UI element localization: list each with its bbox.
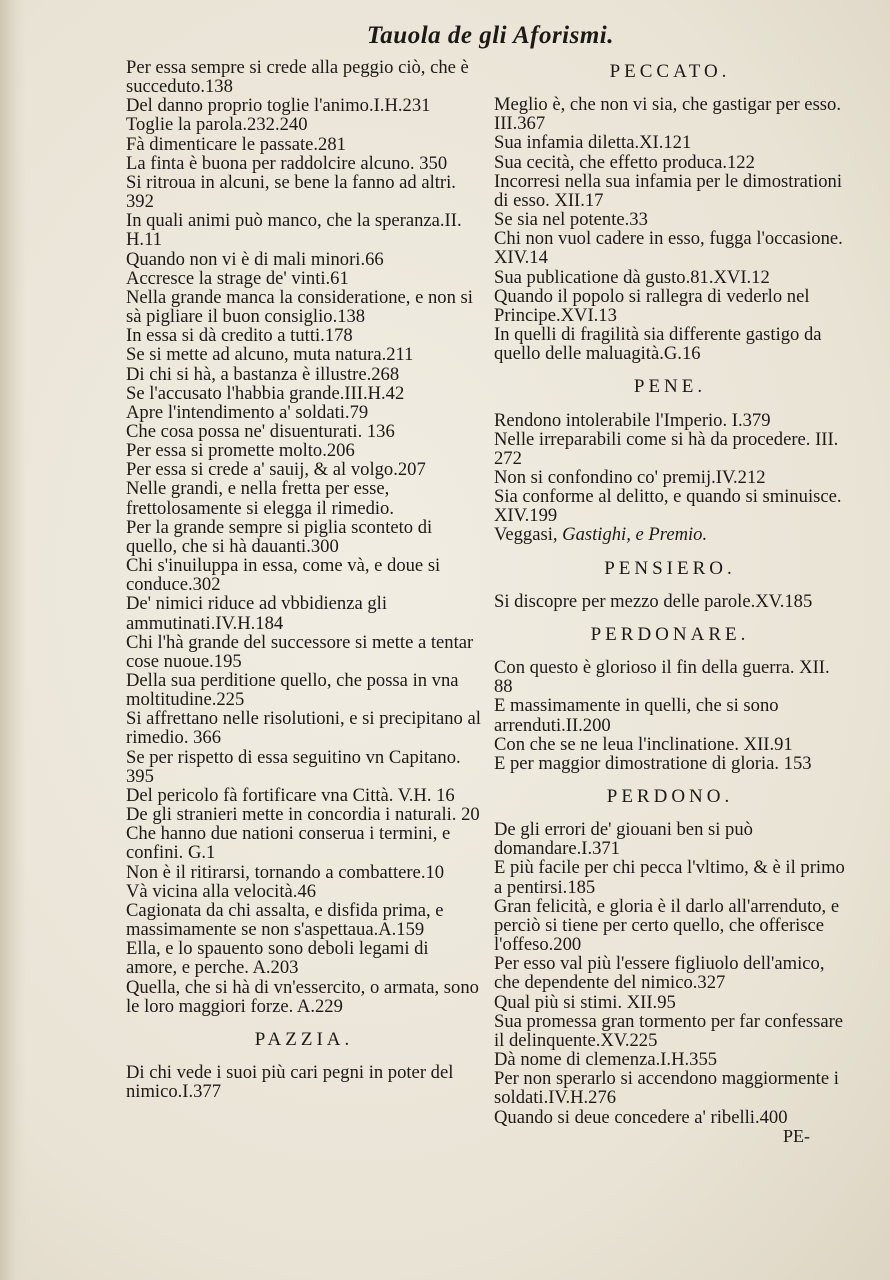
index-entry: Per esso val più l'essere figliuolo dell'amico, che dependente del nimico.327 <box>494 953 825 994</box>
index-entry: Chi s'inuiluppa in essa, come và, e doue si conduce.302 <box>126 555 441 596</box>
index-entry: Chi l'hà grande del successore si mette a tentar cose nuoue.195 <box>126 631 474 672</box>
index-entry: Se sia nel potente.33 <box>494 209 648 231</box>
page-gutter-shadow <box>0 0 26 1280</box>
index-entry: Dà nome di clemenza.I.H.355 <box>494 1049 718 1071</box>
index-entry: Nelle grandi, e nella fretta per esse, frettolosamente si elegga il rimedio. <box>126 478 394 519</box>
index-entry: Che hanno due nationi conserua i termini, e confini. G.1 <box>126 823 451 864</box>
index-entry: Se per rispetto di essa seguitino vn Capitano. 395 <box>126 746 461 787</box>
index-entry: E massimamente in quelli, che si sono arrenduti.II.200 <box>494 695 779 736</box>
index-entry: Con questo è glorioso il fin della guerra. XII. 88 <box>494 657 830 698</box>
index-entry: Sua publicatione dà gusto.81.XVI.12 <box>494 266 770 288</box>
index-entry: Accresce la strage de' vinti.61 <box>126 267 349 289</box>
index-entry: Apre l'intendimento a' soldati.79 <box>126 401 369 423</box>
index-entry: Per la grande sempre si piglia sconteto di quello, che si hà dauanti.300 <box>126 516 433 557</box>
index-entry: Non si confondino co' premij.IV.212 <box>494 466 766 488</box>
index-entry: Cagionata da chi assalta, e disfida prima, e massimamente se non s'aspettaua.A.159 <box>126 899 444 941</box>
see-also-prefix: Veggasi, <box>494 524 563 546</box>
see-also-entry <box>494 525 846 544</box>
index-entry: Qual più si stimi. XII.95 <box>494 991 676 1013</box>
index-entry: Quando non vi è di mali minori.66 <box>126 248 384 270</box>
section-title-perdono: PERDONO. <box>606 786 734 807</box>
index-entry: Si affrettano nelle risolutioni, e si precipitano al rimedio. 366 <box>126 708 481 749</box>
index-entry: Fà dimenticare le passate.281 <box>126 133 346 155</box>
index-entry: Di chi vede i suoi più cari pegni in poter del nimico.I.377 <box>126 1061 454 1103</box>
index-entry: Nelle irreparabili come si hà da procedere. III. 272 <box>494 428 839 469</box>
index-entry: Incorresi nella sua infamia per le dimostrationi di esso. XII.17 <box>494 170 842 211</box>
index-entry: Sua infamia diletta.XI.121 <box>494 132 692 154</box>
left-column <box>126 58 482 1101</box>
index-entry: Quella, che si hà di vn'essercito, o armata, sono le loro maggiori forze. A.229 <box>126 976 479 1017</box>
index-entry: Chi non vuol cadere in esso, fugga l'occasione. XIV.14 <box>494 228 843 269</box>
index-entry: Si ritroua in alcuni, se bene la fanno ad altri. 392 <box>126 171 456 213</box>
section-title-pensiero: PENSIERO. <box>604 557 736 579</box>
index-entry: Sua promessa gran tormento per far confessare il delinquente.XV.225 <box>494 1010 844 1051</box>
index-entry: Nella grande manca la consideratione, e non si sà pigliare il buon consiglio.138 <box>126 286 473 328</box>
section-title-peccato: PECCATO. <box>609 61 731 82</box>
index-entry: Del pericolo fà fortificare vna Città. V.H. 16 <box>126 784 455 806</box>
index-entry: In essa si dà credito a tutti.178 <box>126 325 353 347</box>
section-title-pazzia: PAZZIA. <box>254 1028 354 1050</box>
index-entry: Per essa si promette molto.206 <box>126 440 355 462</box>
index-entry: Toglie la parola.232.240 <box>126 114 308 136</box>
index-entry: Per essa sempre si crede alla peggio ciò, che è succeduto.138 <box>126 57 469 98</box>
right-column <box>494 62 846 1146</box>
section-title-pene: PENE. <box>633 376 707 398</box>
index-entry: Quando si deue concedere a' ribelli.400 <box>494 1106 788 1128</box>
index-entry: E più facile per chi pecca l'vltimo, & è il primo a pentirsi.185 <box>494 857 845 898</box>
index-entry: De' nimici riduce ad vbbidienza gli ammutinati.IV.H.184 <box>126 593 387 634</box>
see-also-refs: Gastighi, e Premio. <box>562 524 708 546</box>
index-entry: De gli errori de' giouani ben si può domandare.I.371 <box>494 819 753 860</box>
index-entry: Meglio è, che non vi sia, che gastigar per esso. III.367 <box>494 94 841 135</box>
index-entry: Sua cecità, che effetto produca.122 <box>494 151 755 173</box>
index-entry: Sia conforme al delitto, e quando si sminuisce. XIV.199 <box>494 486 842 527</box>
index-entry: E per maggior dimostratione di gloria. 153 <box>494 752 812 774</box>
index-entry: Ella, e lo spauento sono deboli legami di amore, e perche. A.203 <box>126 938 429 979</box>
index-entry: Quando il popolo si rallegra di vederlo nel Principe.XVI.13 <box>494 285 810 326</box>
index-entry: Che cosa possa ne' disuenturati. 136 <box>126 420 395 442</box>
index-entry: Se si mette ad alcuno, muta natura.211 <box>126 344 414 366</box>
index-entry: Per non sperarlo si accendono maggiormente i soldati.IV.H.276 <box>494 1068 839 1109</box>
index-entry: In quelli di fragilità sia differente gastigo da quello delle maluagità.G.16 <box>494 324 822 365</box>
index-entry: De gli stranieri mette in concordia i naturali. 20 <box>126 804 480 826</box>
index-entry: Del danno proprio toglie l'animo.I.H.231 <box>126 95 431 117</box>
catchword: PE- <box>783 1125 810 1146</box>
running-header: Tauola de gli Aforismi. <box>366 22 614 49</box>
index-entry: Gran felicità, e gloria è il darlo all'arrenduto, e perciò si tiene per certo quello, che offerisce l'offeso.200 <box>494 895 840 956</box>
section-title-perdonare: PERDONARE. <box>590 623 750 645</box>
index-entry: Per essa si crede a' sauij, & al volgo.207 <box>126 459 426 481</box>
index-entry: Si discopre per mezzo delle parole.XV.185 <box>494 590 813 612</box>
index-entry: Di chi si hà, a bastanza è illustre.268 <box>126 363 400 385</box>
index-entry: In quali animi può manco, che la speranza.II. H.11 <box>126 210 462 251</box>
index-entry: La finta è buona per raddolcire alcuno. 350 <box>126 152 448 174</box>
index-entry: Và vicina alla velocità.46 <box>126 880 316 902</box>
index-entry: Se l'accusato l'habbia grande.III.H.42 <box>126 382 405 404</box>
index-entry: Della sua perditione quello, che possa in vna moltitudine.225 <box>126 670 459 711</box>
index-entry: Non è il ritirarsi, tornando a combattere.10 <box>126 861 445 883</box>
index-entry: Con che se ne leua l'inclinatione. XII.91 <box>494 733 793 755</box>
index-entry: Rendono intolerabile l'Imperio. I.379 <box>494 409 771 431</box>
left-entries <box>126 58 482 1016</box>
